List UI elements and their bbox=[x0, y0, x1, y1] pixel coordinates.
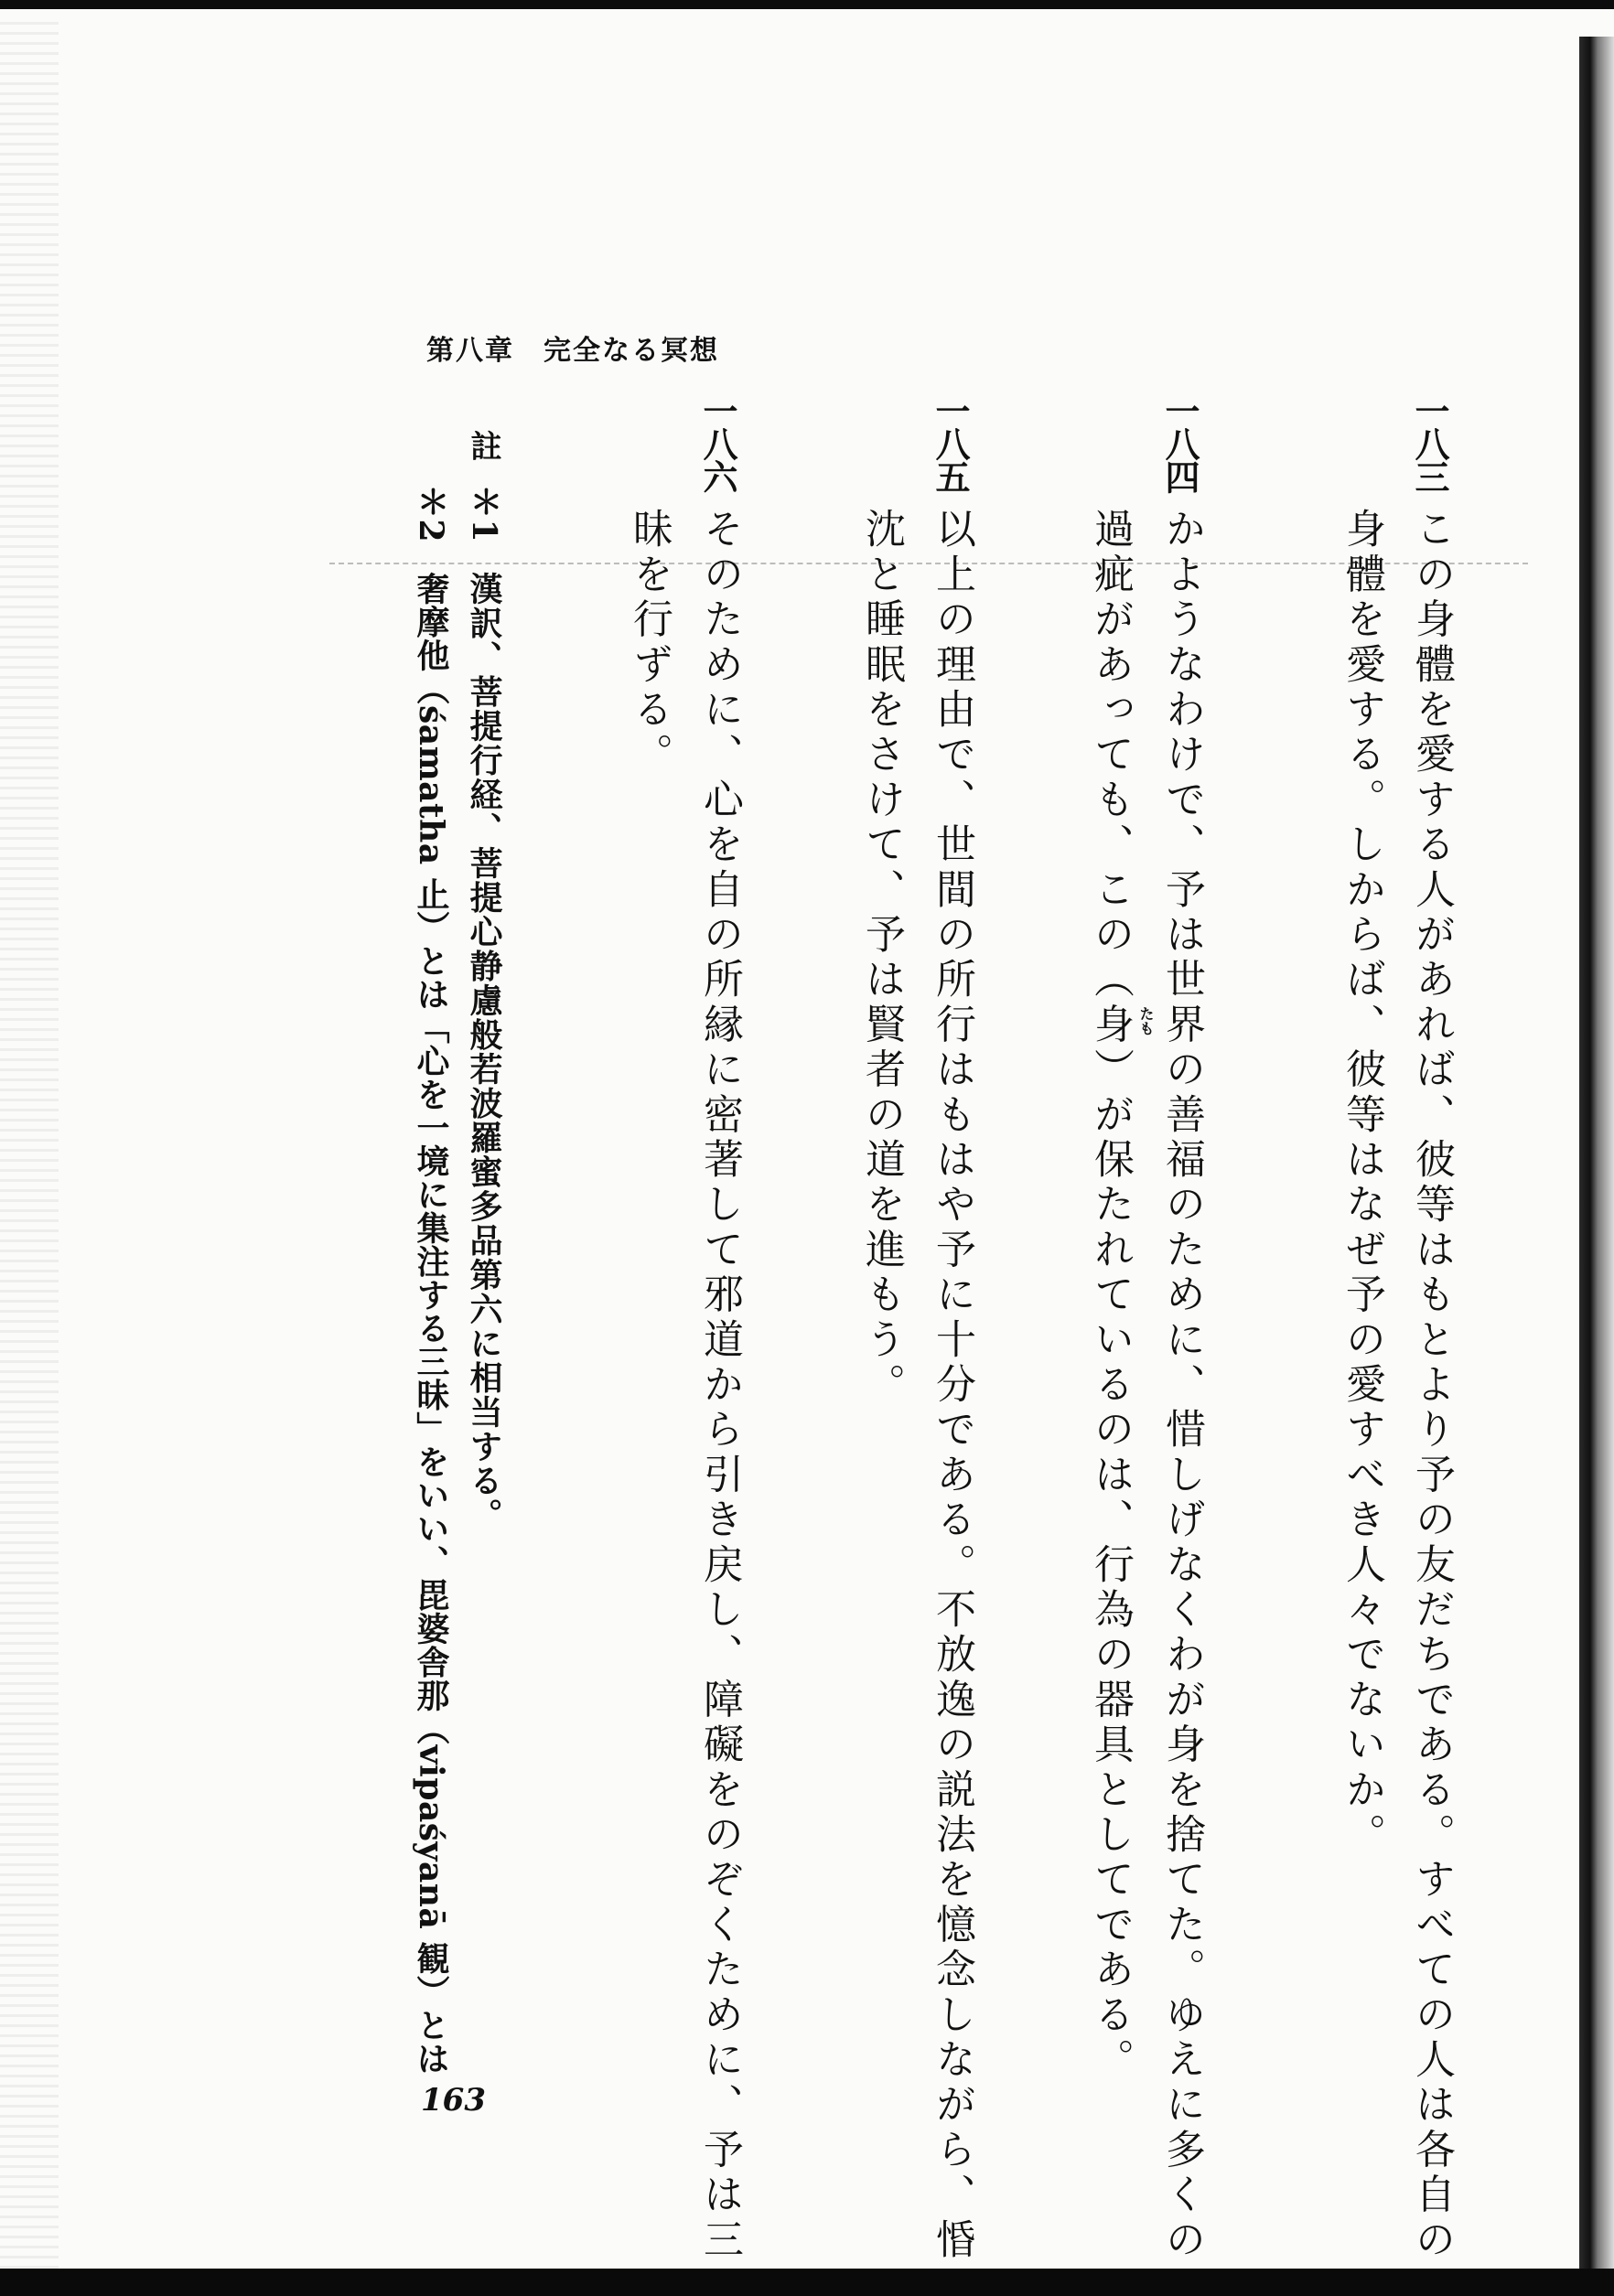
verse-number-186: 一八六 bbox=[697, 393, 738, 492]
scan-edge-top bbox=[0, 0, 1614, 9]
verse-186-line-1: そのために、心を自の所縁に密著して邪道から引き戻し、障礙をのぞくために、予は三 bbox=[696, 508, 743, 2263]
running-header: 第八章 完全なる冥想 bbox=[426, 335, 719, 367]
scan-edge-bottom bbox=[0, 2269, 1614, 2296]
verse-183-line-2: 身體を愛する。しからば、彼等はなぜ予の愛すべき人々でないか。 bbox=[1339, 508, 1385, 1858]
verse-186-line-2: 昧を行ずる。 bbox=[626, 508, 672, 778]
note-1-marker: ＊1 bbox=[465, 485, 503, 544]
verse-184-line-1: かようなわけで、予は世界の善福のために、惜しげなくわが身を捨てた。ゆえに多くの bbox=[1158, 508, 1205, 2263]
verse-184-line-2: 過疵があっても、この（身）が保たれているのは、行為の器具としてである。 bbox=[1087, 508, 1134, 2083]
note-1-text: 漢訳、菩提行経、菩提心静慮般若波羅蜜多品第六に相当する。 bbox=[465, 572, 503, 1532]
verse-185-line-1: 以上の理由で、世間の所行はもはや予に十分である。不放逸の説法を憶念しながら、惛 bbox=[929, 508, 975, 2263]
verse-number-184: 一八四 bbox=[1159, 393, 1200, 492]
scan-edge-right bbox=[1579, 37, 1614, 2269]
verse-number-183: 一八三 bbox=[1409, 393, 1450, 492]
verse-185-line-2: 沈と睡眠をさけて、予は賢者の道を進もう。 bbox=[858, 508, 905, 1408]
note-2-marker: ＊2 bbox=[412, 485, 450, 544]
verse-183-line-1: この身體を愛する人があれば、彼等はもとより予の友だちである。すべての人は各自の bbox=[1408, 508, 1455, 2263]
page-number: 163 bbox=[421, 2082, 486, 2119]
note-2-text: 奢摩他（śamatha 止）とは「心を一境に集注する三昧」をいい、毘婆舎那（vipaśyanā 観）とは bbox=[412, 572, 450, 2076]
verse-number-185: 一八五 bbox=[930, 393, 971, 492]
ruby-reading: たも bbox=[1137, 1006, 1155, 1035]
scan-edge-left bbox=[0, 18, 59, 2269]
notes-label: 註 bbox=[465, 430, 501, 465]
